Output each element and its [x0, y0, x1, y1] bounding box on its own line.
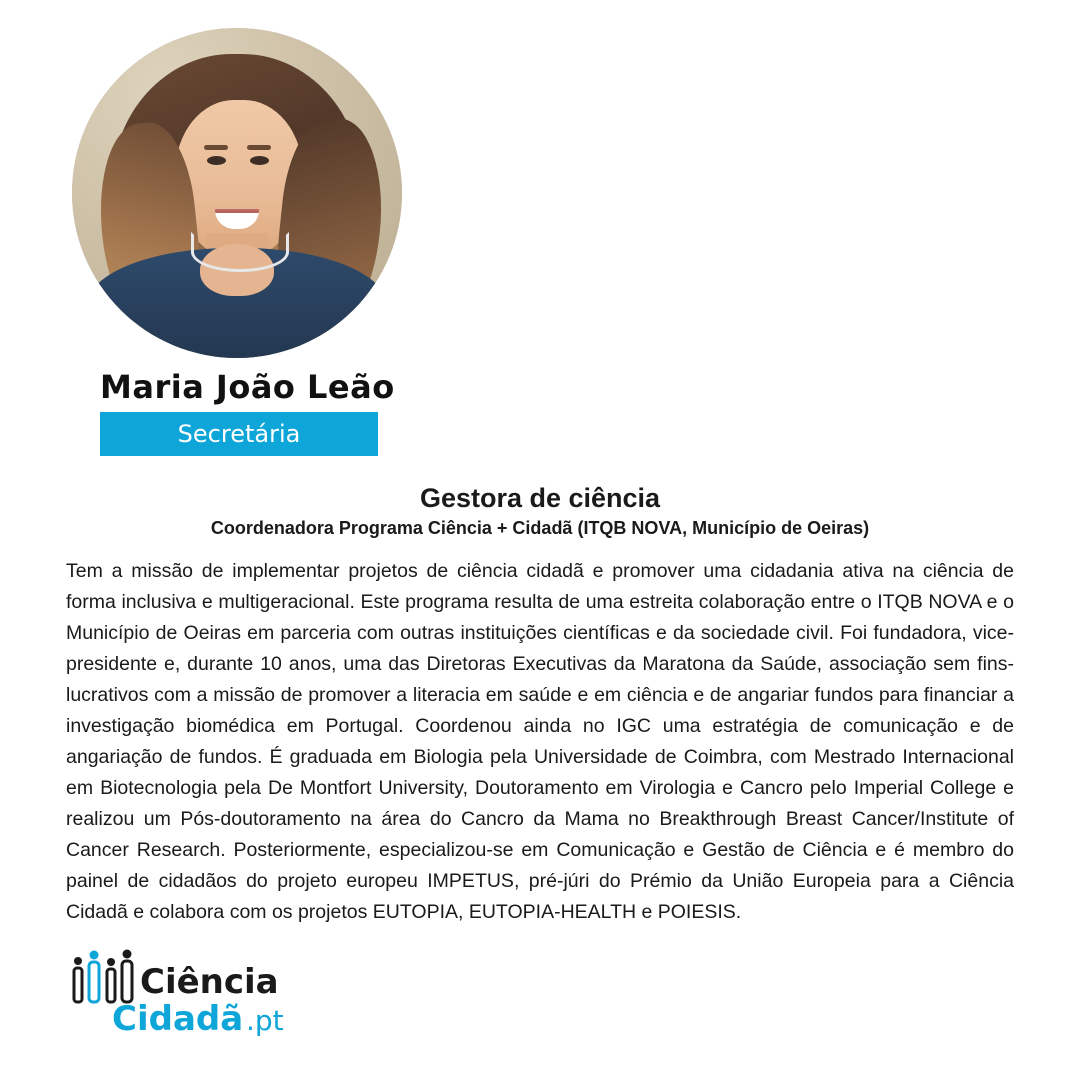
- job-subtitle: Coordenadora Programa Ciência + Cidadã (ITQB NOVA, Município de Oeiras): [210, 518, 870, 538]
- job-title: Gestora de ciência: [419, 483, 661, 513]
- logo-line2: Cidadã: [112, 999, 244, 1039]
- logo-svg: [68, 948, 298, 1040]
- avatar: [72, 28, 402, 358]
- eyebrow-right: [247, 145, 271, 150]
- person-name: Maria João Leão: [100, 368, 395, 406]
- eyebrow-left: [204, 145, 228, 150]
- role-badge: Secretária: [100, 412, 378, 456]
- eye-left: [207, 156, 226, 165]
- logo-line1: Ciência: [140, 962, 279, 1002]
- ciencia-cidada-logo: [68, 948, 298, 1040]
- logo-suffix: .pt: [246, 1004, 284, 1037]
- biography-text: Tem a missão de implementar projetos de ciência cidadã e promover uma cidadania ativa na ciência de forma inclusiva e multigeracional. Este programa resulta de uma estreita colaboração entre o ITQB NOVA e o Município de Oeiras em parceria com outras instituições científicas e da sociedade civil. Foi fundadora, vice-presidente e, durante 10 anos, uma das Diretoras Executivas da Maratona da Saúde, associação sem fins-lucrativos com a missão de promover a literacia em saúde e em ciência e de angariar fundos para financiar a investigação biomédica em Portugal. Coordenou ainda no IGC uma estratégia de comunicação e de angariação de fundos. É graduada em Biologia pela Universidade de Coimbra, com Mestrado Internacional em Biotecnologia pela De Montfort University, Doutoramento em Virologia e Cancro pelo Imperial College e realizou um Pós-doutoramento na área do Cancro da Mama no Breakthrough Breast Cancer/Institute of Cancer Research. Posteriormente, especializou-se em Comunicação e Gestão de Ciência e é membro do painel de cidadãos do projeto europeu IMPETUS, pré-júri do Prémio da União Europeia para a Ciência Cidadã e colabora com os projetos EUTOPIA, EUTOPIA-HEALTH e POIESIS.: [66, 560, 1014, 923]
- portrait-photo: [72, 28, 402, 358]
- necklace-shape: [191, 232, 289, 272]
- eye-right: [250, 156, 269, 165]
- people-figures-icon: [74, 950, 132, 1003]
